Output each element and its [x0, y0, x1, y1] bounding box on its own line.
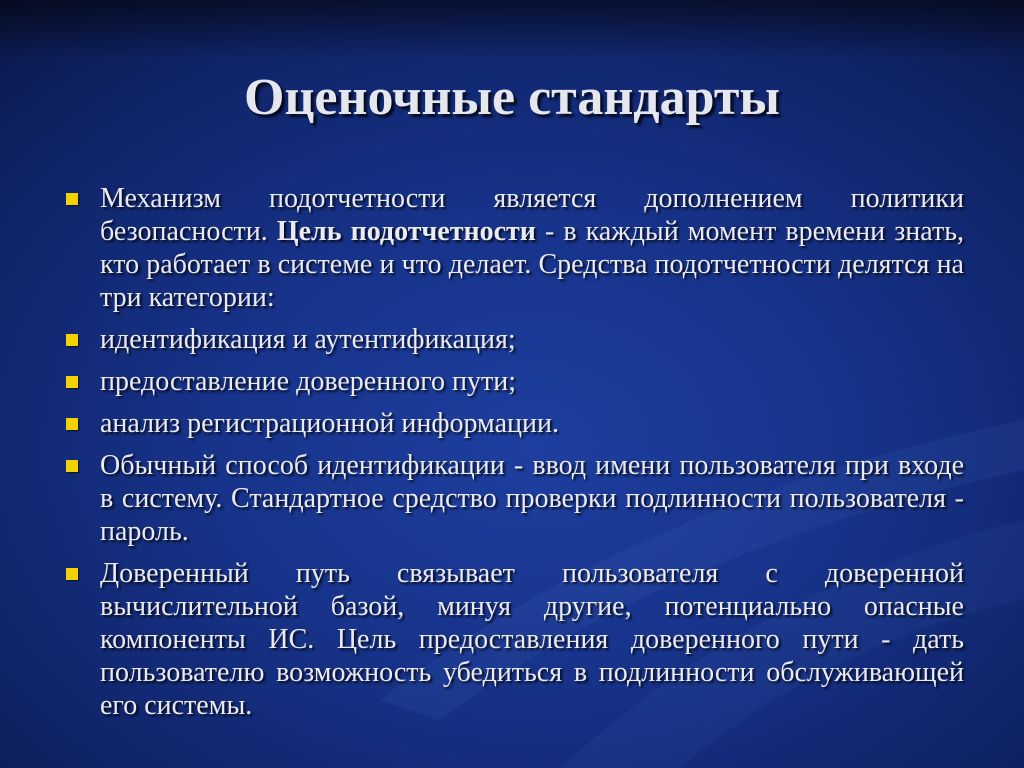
item-text-bold: Цель подотчетности: [276, 216, 536, 247]
list-item: [64, 407, 964, 440]
item-text: предоставление доверенного пути;: [100, 366, 516, 397]
item-text: анализ регистрационной информации.: [100, 408, 559, 439]
square-bullet-icon: [66, 376, 78, 388]
list-item: [64, 449, 964, 548]
slide-title: Оценочные стандарты: [244, 69, 780, 126]
item-text-end: - в каждый момент времени знать, кто работает в системе и что делает. Средства подотчетности делятся на три категории:: [100, 216, 964, 313]
item-text: Обычный способ идентификации - ввод имени пользователя при входе в систему. Стандартное средство проверки подлинности пользователя - пароль.: [100, 450, 964, 547]
square-bullet-icon: [66, 193, 78, 205]
list-item: [64, 365, 964, 398]
list-item: [64, 323, 964, 356]
item-text: идентификация и аутентификация;: [100, 324, 516, 355]
square-bullet-icon: [66, 568, 78, 580]
list-item: [64, 557, 964, 722]
item-text: Доверенный путь связывает пользователя с доверенной вычислительной базой, минуя другие, потенциально опасные компоненты ИС. Цель предоставления доверенного пути - дать пользователю возможность убедиться в подлинности обслуживающей его системы.: [100, 558, 964, 721]
square-bullet-icon: [66, 418, 78, 430]
square-bullet-icon: [66, 334, 78, 346]
item-text-start: Механизм подотчетности является дополнением политики безопасности.: [100, 183, 964, 247]
list-item: [64, 182, 964, 314]
square-bullet-icon: [66, 460, 78, 472]
bullet-list: [64, 182, 964, 731]
